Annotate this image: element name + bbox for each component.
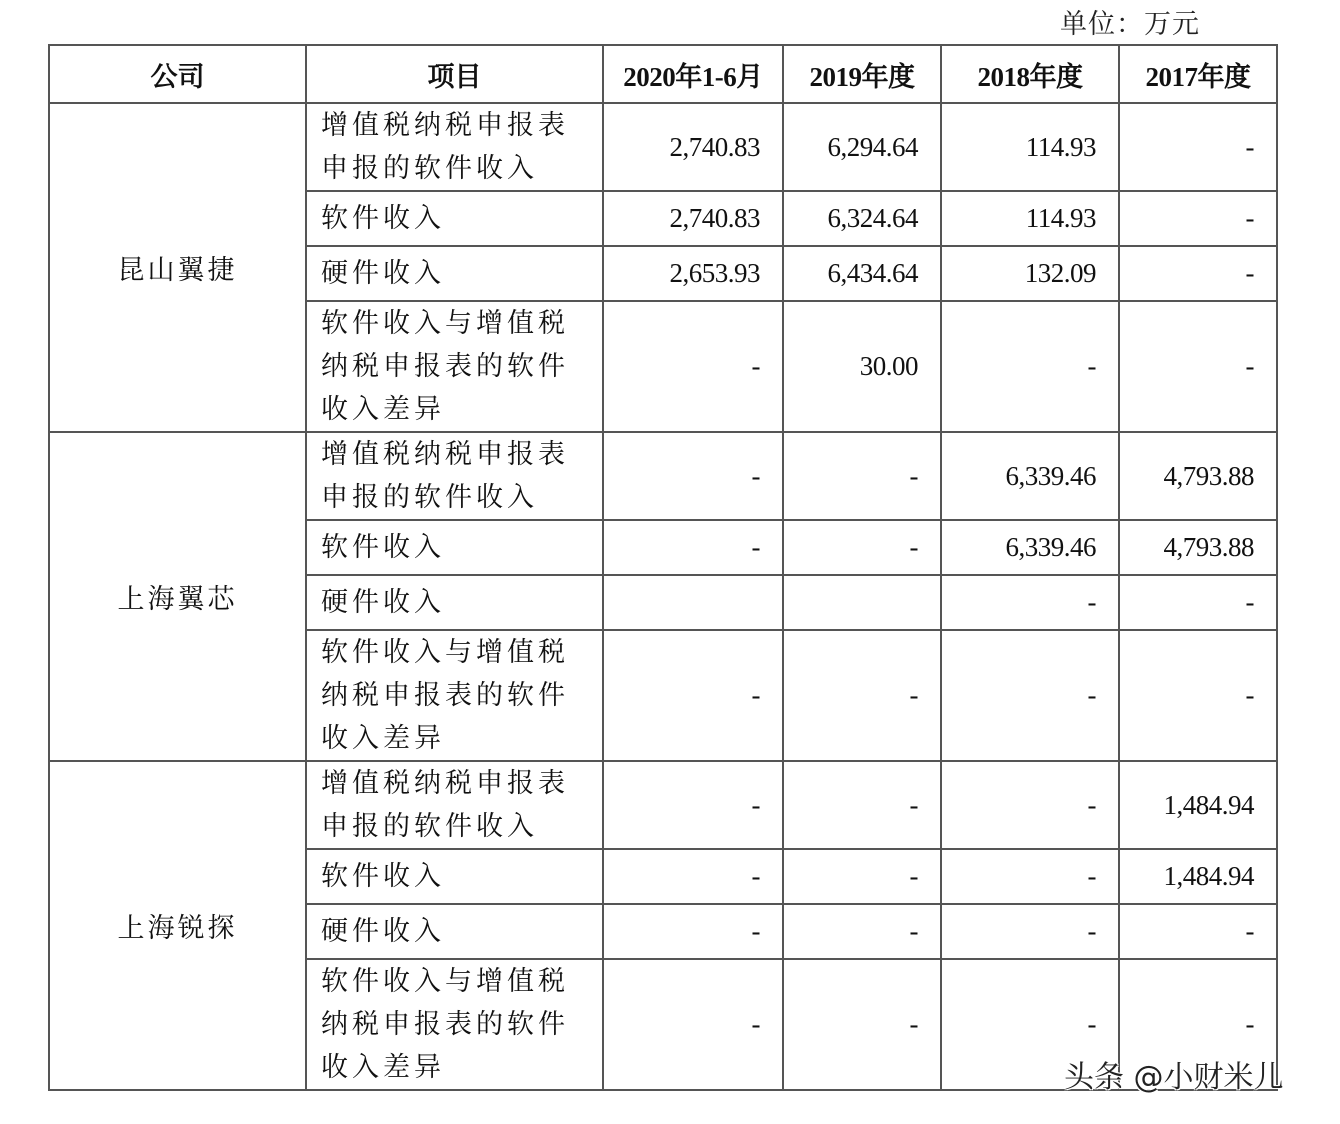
- value-cell: -: [603, 520, 783, 575]
- item-cell: 软件收入: [306, 191, 603, 246]
- table-header-row: [49, 45, 1277, 103]
- value-cell: 2,740.83: [603, 103, 783, 191]
- value-cell: 4,793.88: [1119, 432, 1277, 520]
- company-cell: 上海锐探: [49, 761, 306, 1090]
- header-company: 公司: [49, 45, 306, 103]
- company-cell: 昆山翼捷: [49, 103, 306, 432]
- table-row: [49, 103, 1277, 191]
- value-cell: -: [603, 761, 783, 849]
- value-cell: -: [1119, 246, 1277, 301]
- value-cell: 1,484.94: [1119, 761, 1277, 849]
- value-cell: -: [603, 849, 783, 904]
- value-cell: -: [783, 761, 941, 849]
- value-cell: 114.93: [941, 191, 1119, 246]
- header-2018: 2018年度: [941, 45, 1119, 103]
- value-cell: 6,339.46: [941, 520, 1119, 575]
- table-row: [49, 432, 1277, 520]
- value-cell: -: [783, 630, 941, 761]
- value-cell: 6,434.64: [783, 246, 941, 301]
- value-cell: -: [1119, 959, 1277, 1090]
- company-cell: 上海翼芯: [49, 432, 306, 761]
- value-cell: 30.00: [783, 301, 941, 432]
- header-2020h1: 2020年1-6月: [603, 45, 783, 103]
- value-cell: 2,740.83: [603, 191, 783, 246]
- watermark: 头条 @小财米儿: [1064, 1060, 1284, 1095]
- value-cell: -: [1119, 103, 1277, 191]
- item-cell: 软件收入与增值税纳税申报表的软件收入差异: [306, 959, 603, 1090]
- value-cell: -: [603, 959, 783, 1090]
- value-cell: -: [941, 849, 1119, 904]
- value-cell: -: [783, 959, 941, 1090]
- item-cell: 软件收入与增值税纳税申报表的软件收入差异: [306, 301, 603, 432]
- value-cell: -: [783, 904, 941, 959]
- item-cell: 硬件收入: [306, 246, 603, 301]
- value-cell: -: [603, 630, 783, 761]
- value-cell: -: [1119, 191, 1277, 246]
- value-cell: 114.93: [941, 103, 1119, 191]
- item-cell: 硬件收入: [306, 575, 603, 630]
- value-cell: -: [783, 432, 941, 520]
- value-cell: 4,793.88: [1119, 520, 1277, 575]
- value-cell: -: [941, 301, 1119, 432]
- value-cell: -: [1119, 904, 1277, 959]
- value-cell: [603, 575, 783, 630]
- value-cell: 132.09: [941, 246, 1119, 301]
- value-cell: -: [1119, 575, 1277, 630]
- table-row: [49, 761, 1277, 849]
- value-cell: -: [941, 761, 1119, 849]
- header-2017: 2017年度: [1119, 45, 1277, 103]
- value-cell: -: [1119, 301, 1277, 432]
- value-cell: 2,653.93: [603, 246, 783, 301]
- item-cell: 增值税纳税申报表申报的软件收入: [306, 432, 603, 520]
- item-cell: 增值税纳税申报表申报的软件收入: [306, 761, 603, 849]
- value-cell: -: [783, 849, 941, 904]
- value-cell: 6,324.64: [783, 191, 941, 246]
- value-cell: 1,484.94: [1119, 849, 1277, 904]
- value-cell: -: [783, 520, 941, 575]
- value-cell: -: [603, 301, 783, 432]
- value-cell: -: [941, 575, 1119, 630]
- value-cell: [783, 575, 941, 630]
- item-cell: 硬件收入: [306, 904, 603, 959]
- header-item: 项目: [306, 45, 603, 103]
- value-cell: -: [941, 630, 1119, 761]
- header-2019: 2019年度: [783, 45, 941, 103]
- value-cell: 6,339.46: [941, 432, 1119, 520]
- value-cell: -: [941, 959, 1119, 1090]
- item-cell: 软件收入与增值税纳税申报表的软件收入差异: [306, 630, 603, 761]
- unit-label: 单位：万元: [1060, 9, 1200, 39]
- item-cell: 软件收入: [306, 520, 603, 575]
- value-cell: 6,294.64: [783, 103, 941, 191]
- item-cell: 软件收入: [306, 849, 603, 904]
- value-cell: -: [1119, 630, 1277, 761]
- revenue-comparison-table: [48, 44, 1278, 1091]
- item-cell: 增值税纳税申报表申报的软件收入: [306, 103, 603, 191]
- value-cell: -: [603, 432, 783, 520]
- value-cell: -: [603, 904, 783, 959]
- value-cell: -: [941, 904, 1119, 959]
